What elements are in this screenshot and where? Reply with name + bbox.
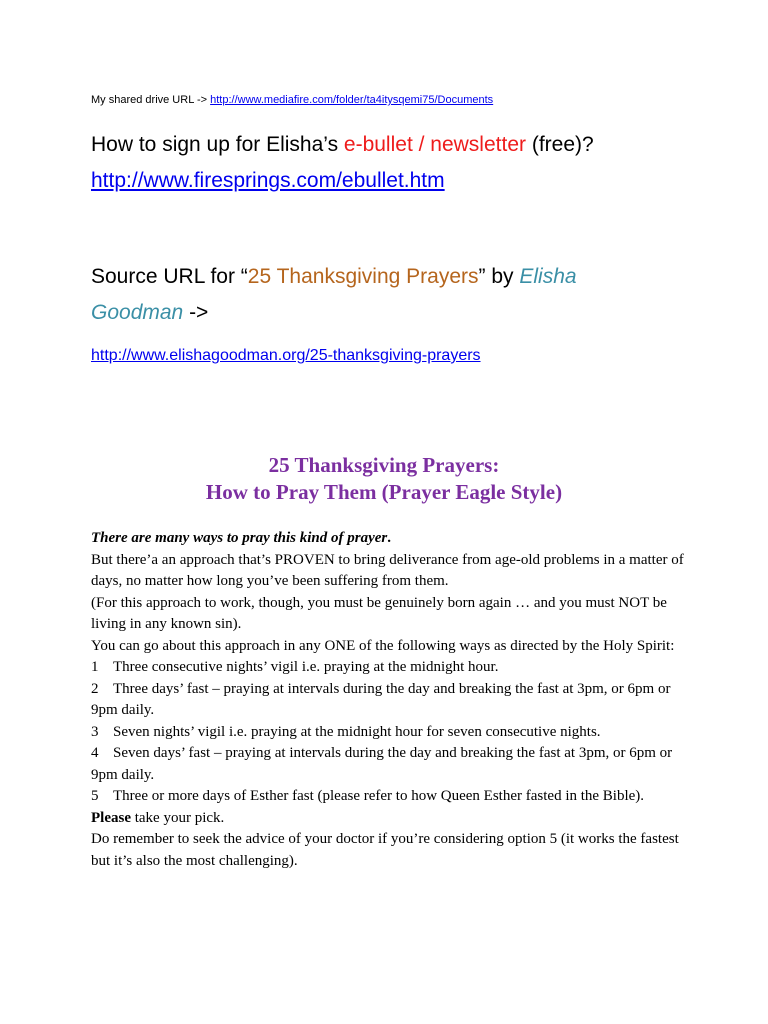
option-number: 1 <box>91 659 99 675</box>
option-2 <box>91 679 688 722</box>
article-body <box>91 528 688 872</box>
signup-link[interactable]: http://www.firesprings.com/ebullet.htm <box>91 169 445 192</box>
option-text: Three days’ fast – praying at intervals during the day and breaking the fast at 3pm, or 6pm or 9pm daily. <box>91 680 671 718</box>
heading-line-2: How to Pray Them (Prayer Eagle Style) <box>205 480 563 504</box>
heading-line-1: 25 Thanksgiving Prayers: <box>268 453 500 477</box>
signup-prefix: How to sign up for Elisha’s <box>91 133 344 156</box>
source-link-line <box>91 347 688 365</box>
signup-highlight: e-bullet / newsletter <box>343 133 526 156</box>
source-arrow: -> <box>183 301 209 324</box>
signup-suffix: (free)? <box>526 133 594 156</box>
source-prefix: Source URL for “ <box>91 265 248 288</box>
shared-drive-label: My shared drive URL -> <box>91 94 211 106</box>
option-1 <box>91 657 688 679</box>
source-section <box>91 259 688 331</box>
shared-drive-link[interactable]: http://www.mediafire.com/folder/ta4itysqemi75/Documents <box>210 94 494 106</box>
article-heading <box>0 452 768 506</box>
option-text: Three or more days of Esther fast (please refer to how Queen Esther fasted in the Bible). <box>113 788 645 804</box>
shared-drive-line <box>91 94 688 106</box>
intro-line: There are many ways to pray this kind of prayer. <box>91 530 391 546</box>
source-author-last: Goodman <box>91 301 184 324</box>
option-number: 5 <box>91 788 99 804</box>
source-title: 25 Thanksgiving Prayers <box>247 265 479 288</box>
pick-line <box>91 808 688 830</box>
option-text: Seven days’ fast – praying at intervals during the day and breaking the fast at 3pm, or 6pm or 9pm daily. <box>91 745 673 783</box>
paragraph-born-again: (For this approach to work, though, you must be genuinely born again … and you must NOT be living in any known sin). <box>91 594 667 632</box>
option-text: Three consecutive nights’ vigil i.e. praying at the midnight hour. <box>113 659 499 675</box>
intro-text: There are many ways to pray this kind of prayer <box>91 530 388 546</box>
source-author-first: Elisha <box>519 265 577 288</box>
paragraph-approach: You can go about this approach in any ONE of the following ways as directed by the Holy Spirit: <box>91 637 675 654</box>
advice-paragraph: Do remember to seek the advice of your doctor if you’re considering option 5 (it works the fastest but it’s also the most challenging). <box>91 831 679 869</box>
source-link[interactable]: http://www.elishagoodman.org/25-thanksgiving-prayers <box>91 347 481 364</box>
option-number: 3 <box>91 723 99 740</box>
option-number: 2 <box>91 680 99 697</box>
option-3 <box>91 722 688 744</box>
pick-rest: take your pick. <box>130 809 225 826</box>
option-number: 4 <box>91 745 99 761</box>
option-4 <box>91 743 688 786</box>
pick-bold: Please <box>91 809 131 826</box>
signup-question <box>91 127 688 163</box>
paragraph-proven: But there’a an approach that’s PROVEN to bring deliverance from age-old problems in a matter of days, no matter how long you’ve been suffering from them. <box>91 551 684 589</box>
option-5 <box>91 786 688 808</box>
source-by: ” by <box>478 265 520 288</box>
signup-section <box>91 127 688 199</box>
option-text: Seven nights’ vigil i.e. praying at the midnight hour for seven consecutive nights. <box>113 723 601 740</box>
